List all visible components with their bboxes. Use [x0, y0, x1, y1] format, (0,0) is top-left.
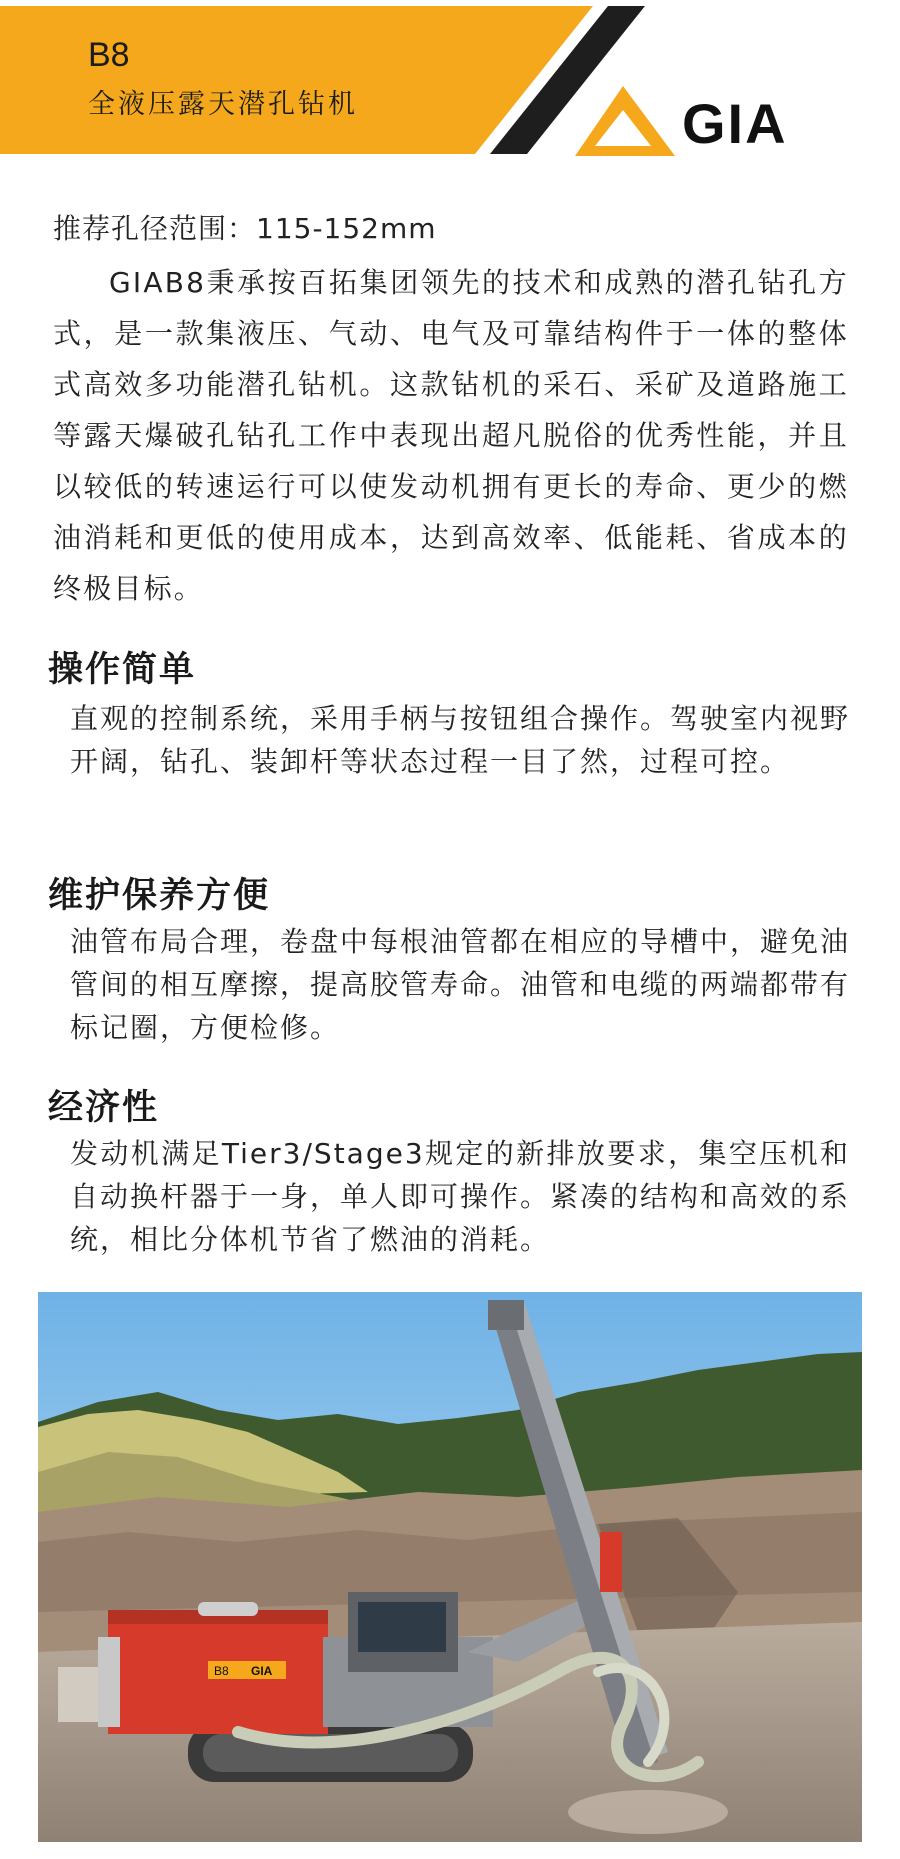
drill-dust: [568, 1790, 728, 1834]
exhaust-muffler: [198, 1602, 258, 1616]
gia-logo: [575, 80, 815, 160]
hole-range-spec: 推荐孔径范围：115-152mm: [53, 212, 437, 245]
rear-panel: [98, 1637, 120, 1727]
section-body-easy-operation: 直观的控制系统，采用手柄与按钮组合操作。驾驶室内视野开阔，钻孔、装卸杆等状态过程一目了然，过程可控。: [70, 702, 851, 778]
logo-wordmark: GIA: [682, 92, 788, 155]
drill-rig-illustration: [38, 1292, 862, 1842]
section-body-economy: 发动机满足Tier3/Stage3规定的新排放要求，集空压机和自动换杆器于一身，单人即可操作。紧凑的结构和高效的系统，相比分体机节省了燃油的消耗。: [70, 1137, 851, 1256]
section-title-economy: 经济性: [48, 1088, 160, 1128]
red-accumulator: [600, 1532, 622, 1592]
section-title-easy-operation: 操作简单: [48, 650, 197, 690]
mast-top: [488, 1300, 524, 1330]
section-body-maintenance: 油管布局合理，卷盘中每根油管都在相应的导槽中，避免油管间的相互摩擦，提高胶管寿命。油管和电缆的两端都带有标记圈，方便检修。: [70, 925, 851, 1044]
triangle-logo-icon: [575, 80, 685, 160]
product-subtitle: 全液压露天潜孔钻机: [88, 89, 358, 120]
model-number: B8: [88, 36, 130, 74]
intro-paragraph: GIAB8秉承按百拓集团领先的技术和成熟的潜孔钻孔方式，是一款集液压、气动、电气及可靠结构件于一体的整体式高效多功能潜孔钻机。这款钻机的采石、采矿及道路施工等露天爆破孔钻孔工作中表现出超凡脱俗的优秀性能，并且以较低的转速运行可以使发动机拥有更长的寿命、更少的燃油消耗和更低的使用成本，达到高效率、低能耗、省成本的终极目标。: [53, 266, 849, 605]
header-banner: [0, 0, 900, 160]
cab-window: [358, 1602, 446, 1652]
machine-model-label: B8: [214, 1664, 229, 1678]
section-title-maintenance: 维护保养方便: [48, 876, 271, 916]
header-yellow-band: [0, 6, 593, 154]
machine-brand-label: GIA: [251, 1664, 273, 1678]
drill-rig-photo: [38, 1292, 862, 1842]
